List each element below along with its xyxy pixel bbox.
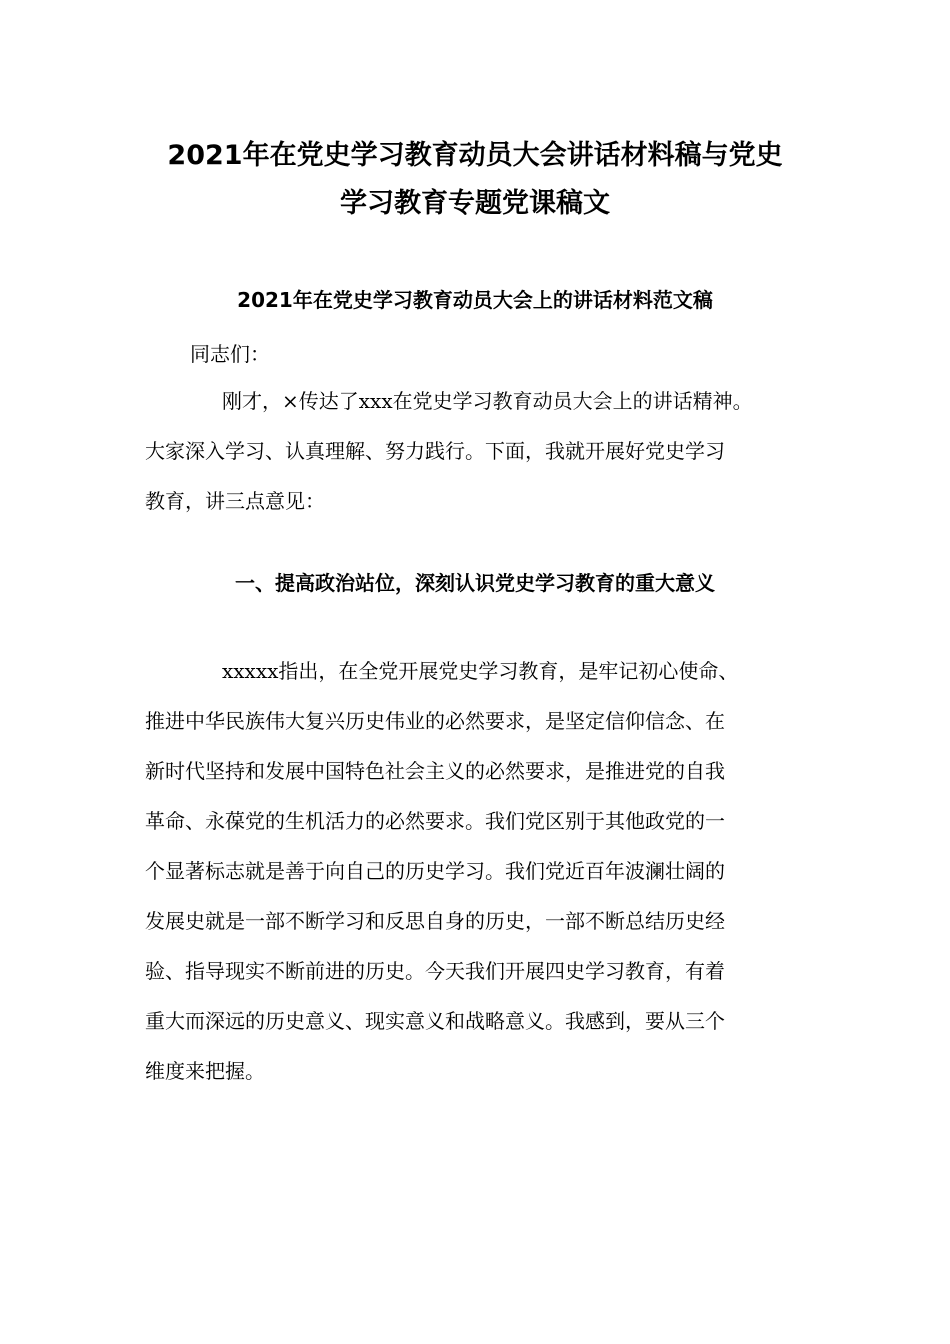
paragraph-2-line-7: 验、指导现实不断前进的历史。今天我们开展四史学习教育，有着 — [145, 959, 725, 983]
section-title: 2021年在党史学习教育动员大会上的讲话材料范文稿 — [237, 288, 713, 312]
paragraph-2-line-6: 发展史就是一部不断学习和反思自身的历史，一部不断总结历史经 — [145, 909, 725, 933]
paragraph-1-line-3: 教育，讲三点意见： — [145, 489, 325, 513]
paragraph-2-line-1: xxxxx指出，在全党开展党史学习教育，是牢记初心使命、 — [222, 659, 739, 683]
paragraph-2-line-2: 推进中华民族伟大复兴历史伟业的必然要求，是坚定信仰信念、在 — [145, 709, 725, 733]
salutation: 同志们： — [190, 342, 270, 366]
paragraph-2-line-3: 新时代坚持和发展中国特色社会主义的必然要求，是推进党的自我 — [145, 759, 725, 783]
paragraph-2-line-9: 维度来把握。 — [145, 1059, 265, 1083]
paragraph-2-line-5: 个显著标志就是善于向自己的历史学习。我们党近百年波澜壮阔的 — [145, 859, 725, 883]
document-title-line-1: 2021年在党史学习教育动员大会讲话材料稿与党史 — [167, 140, 783, 171]
paragraph-2-line-8: 重大而深远的历史意义、现实意义和战略意义。我感到，要从三个 — [145, 1009, 725, 1033]
paragraph-1-line-2: 大家深入学习、认真理解、努力践行。下面，我就开展好党史学习 — [145, 439, 725, 463]
document-title-line-2: 学习教育专题党课稿文 — [340, 188, 610, 219]
paragraph-2-line-4: 革命、永葆党的生机活力的必然要求。我们党区别于其他政党的一 — [145, 809, 725, 833]
paragraph-1-line-1: 刚才，×传达了xxx在党史学习教育动员大会上的讲话精神。 — [222, 389, 753, 413]
heading-1: 一、提高政治站位，深刻认识党史学习教育的重大意义 — [235, 571, 715, 595]
